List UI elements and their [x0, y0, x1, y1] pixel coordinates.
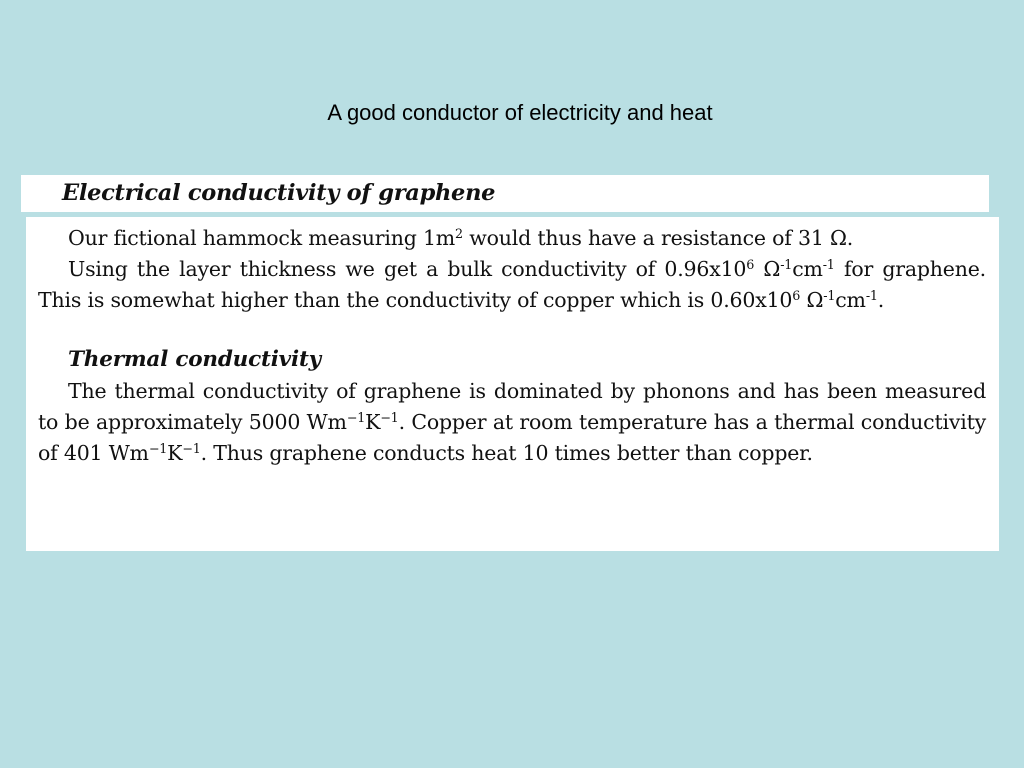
thermal-paragraph: The thermal conductivity of graphene is dominated by phonons and has been measured to be approximately 5000 $Wm^{-1}K^{-1}$. Copper at room temperature has a thermal conductivity of 401 $Wm^{-1}K^{-1}$. Thus graphene conducts heat 10 times better than copper. — [38, 379, 986, 465]
section-spacer — [38, 315, 986, 345]
electrical-heading: Electrical conductivity of graphene — [62, 180, 496, 206]
electrical-paragraph-1: Our fictional hammock measuring $1m^2$ would thus have a resistance of 31 Ω. — [68, 226, 854, 250]
electrical-heading-box — [21, 175, 989, 212]
electrical-paragraph-2: Using the layer thickness we get a bulk conductivity of $0.96x10^6$ $\Omega^{-1}cm^{-1}$ for graphene. This is somewhat higher than the conductivity of copper which is $0.60x10^6$ $\Omega^{-1}cm^{-1}$. — [38, 256, 986, 312]
thermal-heading: Thermal conductivity — [68, 347, 321, 373]
slide-title: A good conductor of electricity and heat — [327, 100, 713, 125]
content-box — [26, 217, 999, 551]
